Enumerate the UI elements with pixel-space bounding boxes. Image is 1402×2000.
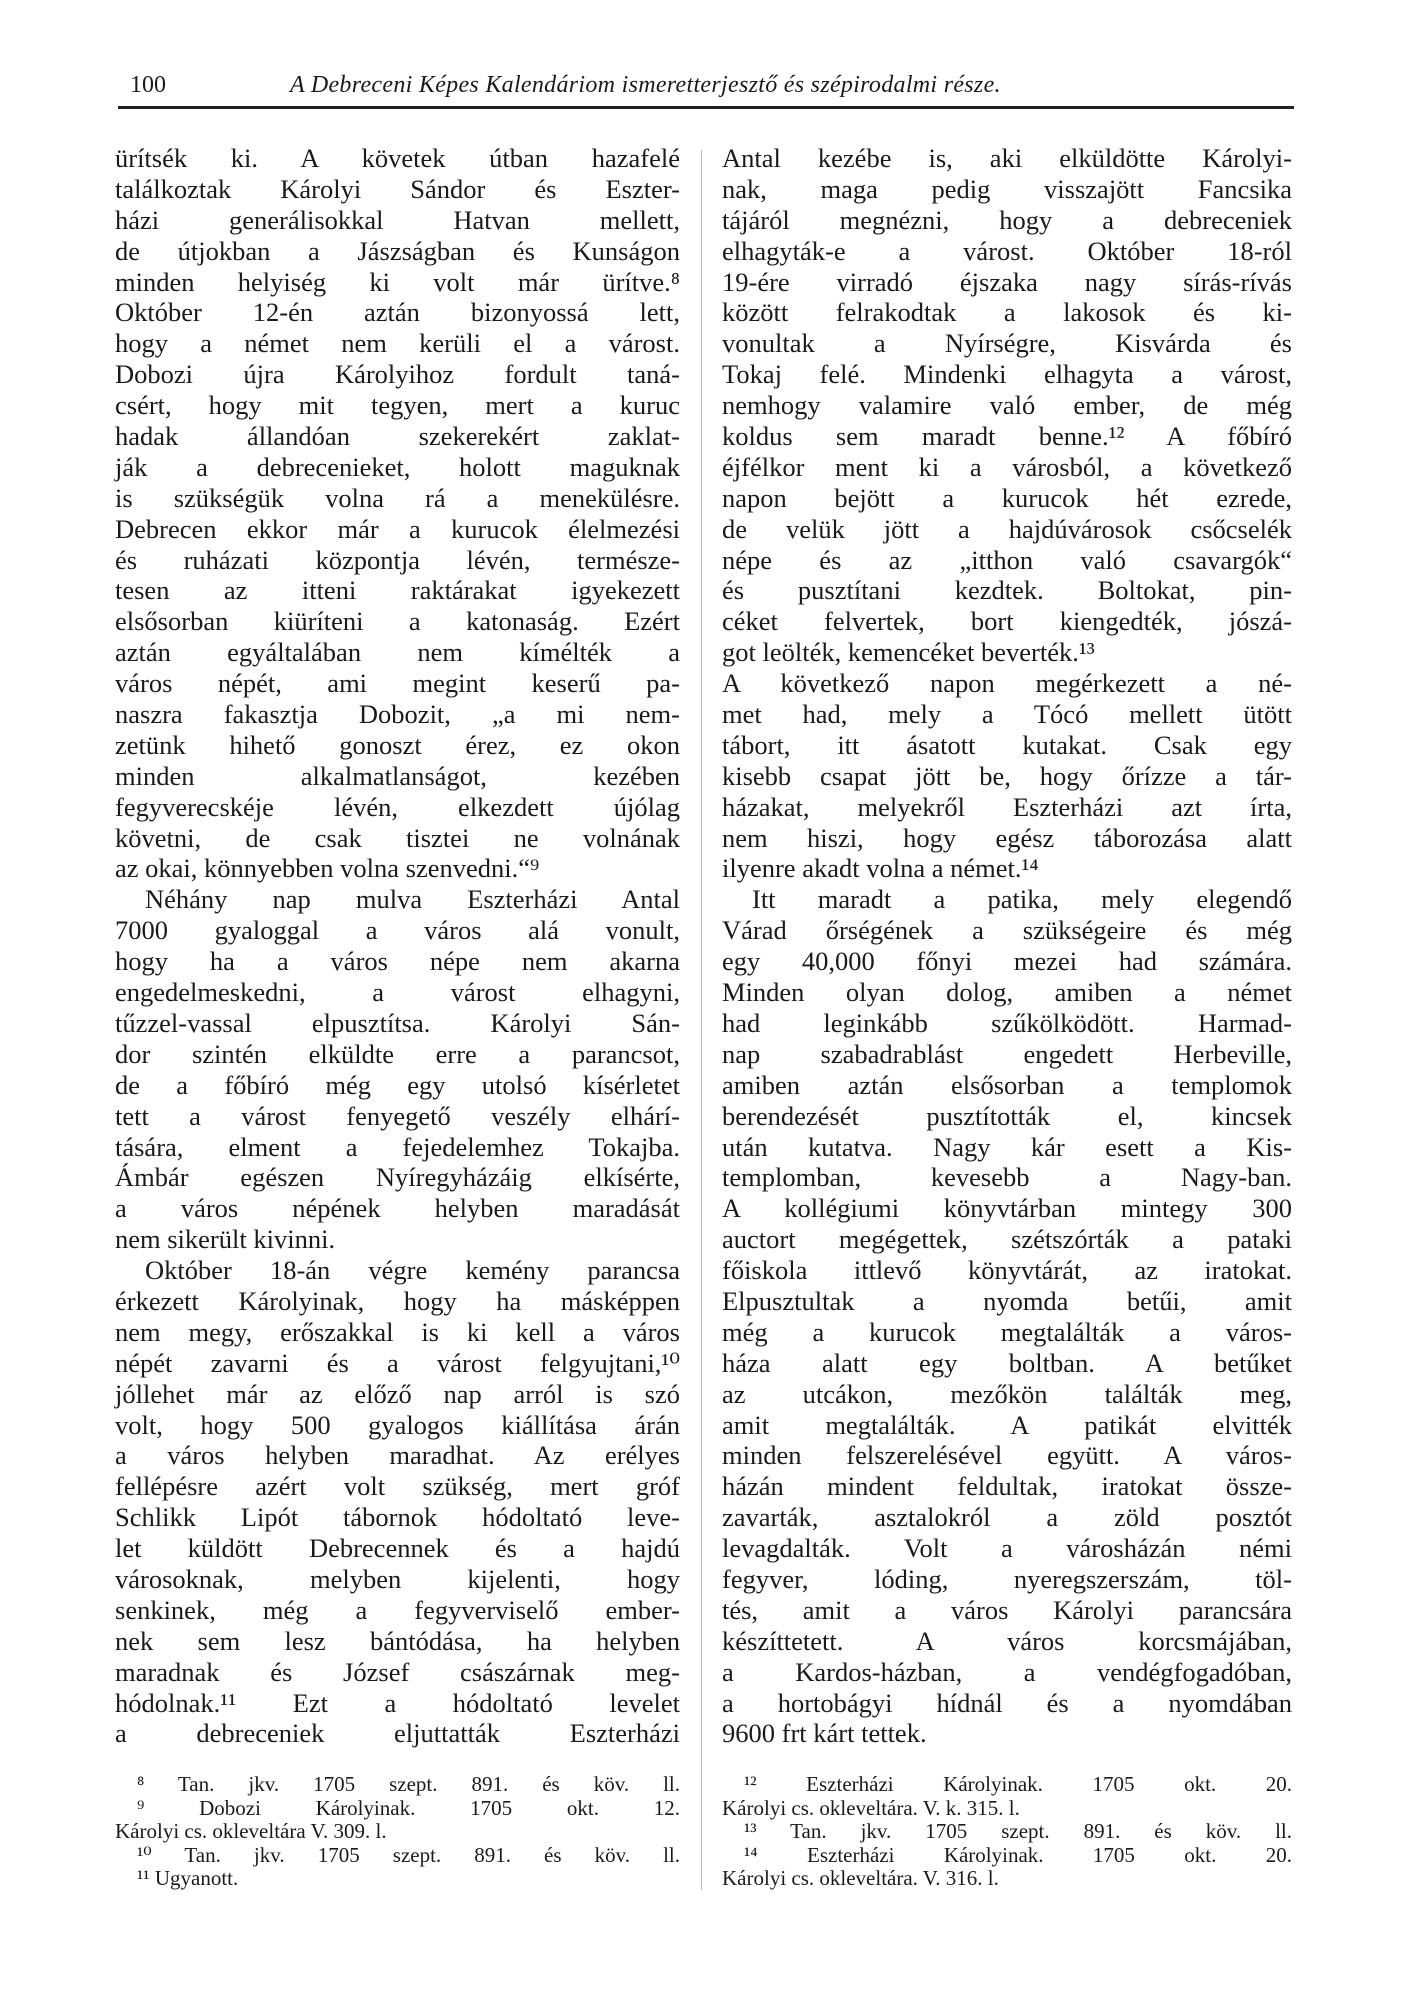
text-line: követni, de csak tisztei ne volnának (115, 822, 680, 853)
text-line: berendezését pusztították el, kincsek (722, 1100, 1292, 1131)
text-line: minden felszerelésével együtt. A város- (722, 1440, 1292, 1471)
text-line: város népét, ami megint keserű pa- (115, 668, 680, 699)
text-line: a Kardos-házban, a vendégfogadóban, (722, 1656, 1292, 1687)
text-line: hadak állandóan szekerekért zaklat- (115, 421, 680, 452)
right-column (722, 143, 1292, 1749)
text-line: nem sikerült kivinni. (115, 1224, 336, 1255)
text-line: céket felvertek, bort kiengedték, jószá- (722, 606, 1292, 637)
text-line: de a főbíró még egy utolsó kísérletet (115, 1069, 680, 1100)
text-line: népe és az „itthon való csavargók“ (722, 544, 1292, 575)
text-line: senkinek, még a fegyverviselő ember- (115, 1594, 680, 1625)
text-line: találkoztak Károlyi Sándor és Eszter- (115, 173, 680, 204)
text-line: 19-ére virradó éjszaka nagy sírás-rívás (722, 266, 1292, 297)
text-line: 7000 gyaloggal a város alá vonult, (115, 915, 680, 946)
text-line: nap szabadrablást engedett Herbeville, (722, 1038, 1292, 1069)
text-line: a debreceniek eljuttatták Eszterházi (115, 1718, 680, 1749)
text-line: Október 12-én aztán bizonyossá lett, (115, 297, 680, 328)
text-line: got leölték, kemencéket beverték.¹³ (722, 637, 1095, 668)
column-divider (701, 150, 702, 1890)
text-line: tására, elment a fejedelemhez Tokajba. (115, 1131, 680, 1162)
text-line: de útjokban a Jászságban és Kunságon (115, 235, 680, 266)
text-line: is szükségük volna rá a menekülésre. (115, 482, 680, 513)
text-line: Elpusztultak a nyomda betűi, amit (722, 1285, 1292, 1316)
text-line: az utcákon, mezőkön találták meg, (722, 1378, 1292, 1409)
text-line: Október 18-án végre kemény parancsa (145, 1255, 680, 1286)
text-line: a város népének helyben maradását (115, 1193, 680, 1224)
footnote-line: ¹¹ Ugyanott. (137, 1866, 239, 1890)
text-line: levagdalták. Volt a városházán némi (722, 1533, 1292, 1564)
text-line: háza alatt egy boltban. A betűket (722, 1347, 1292, 1378)
text-line: tés, amit a város Károlyi parancsára (722, 1594, 1292, 1625)
footnote-line: ⁹ Dobozi Károlyinak. 1705 okt. 12. (137, 1795, 680, 1820)
text-line: és ruházati központja lévén, természe- (115, 544, 680, 575)
header-rule (118, 106, 1294, 109)
text-line: Antal kezébe is, aki elküldötte Károlyi- (722, 143, 1292, 173)
footnote-line: Károlyi cs. okleveltára. V. k. 315. l. (722, 1795, 1020, 1820)
text-line: amiben aztán elsősorban a templomok (722, 1069, 1292, 1100)
running-title: A Debreceni Képes Kalendáriom ismeretterjesztő és szépirodalmi része. (290, 72, 1001, 98)
text-line: tesen az itteni raktárakat igyekezett (115, 575, 680, 606)
text-line: auctort megégettek, szétszórták a pataki (722, 1224, 1292, 1255)
text-line: Várad őrségének a szükségeire és még (722, 915, 1292, 946)
text-line: zetünk hihető gonoszt érez, ez okon (115, 729, 680, 760)
text-line: de velük jött a hajdúvárosok csőcselék (722, 513, 1292, 544)
text-line: naszra fakasztja Dobozit, „a mi nem- (115, 699, 680, 730)
text-line: minden alkalmatlanságot, kezében (115, 760, 680, 791)
text-line: nemhogy valamire való ember, de még (722, 390, 1292, 421)
text-line: Minden olyan dolog, amiben a német (722, 977, 1292, 1008)
text-line: az okai, könnyebben volna szenvedni.“⁹ (115, 853, 540, 884)
footnote-line: ¹⁴ Eszterházi Károlyinak. 1705 okt. 20. (744, 1842, 1292, 1867)
text-line: házán mindent feldultak, iratokat össze- (722, 1471, 1292, 1502)
text-line: had leginkább szűkölködött. Harmad- (722, 1007, 1292, 1038)
text-line: népét zavarni és a várost felgyujtani,¹⁰ (115, 1347, 680, 1378)
text-line: a hortobágyi hídnál és a nyomdában (722, 1687, 1292, 1718)
text-line: ilyenre akadt volna a német.¹⁴ (722, 853, 1039, 884)
footnote-line: ⁸ Tan. jkv. 1705 szept. 891. és köv. ll. (137, 1772, 680, 1796)
text-line: készíttetett. A város korcsmájában, (722, 1625, 1292, 1656)
text-line: vonultak a Nyírségre, Kisvárda és (722, 328, 1292, 359)
text-line: Dobozi újra Károlyihoz fordult taná- (115, 359, 680, 390)
text-line: tájáról megnézni, hogy a debreceniek (722, 204, 1292, 235)
text-line: tett a várost fenyegető veszély elhárí- (115, 1100, 680, 1131)
text-line: fegyverecskéje lévén, elkezdett újólag (115, 791, 680, 822)
text-line: nem hiszi, hogy egész táborozása alatt (722, 822, 1292, 853)
text-line: Tokaj felé. Mindenki elhagyta a várost, (722, 359, 1292, 390)
text-line: koldus sem maradt benne.¹² A főbíró (722, 421, 1292, 452)
page-header (118, 70, 1294, 104)
text-line: házi generálisokkal Hatvan mellett, (115, 204, 680, 235)
text-line: ják a debrecenieket, holott maguknak (115, 451, 680, 482)
text-line: még a kurucok megtalálták a város- (722, 1316, 1292, 1347)
text-line: hódolnak.¹¹ Ezt a hódoltató levelet (115, 1687, 680, 1718)
text-line: Néhány nap mulva Eszterházi Antal (145, 884, 680, 915)
text-line: zavarták, asztalokról a zöld posztót (722, 1502, 1292, 1533)
text-line: A következő napon megérkezett a né- (722, 668, 1292, 699)
text-line: hogy a német nem kerüli el a várost. (115, 328, 680, 359)
text-line: Debrecen ekkor már a kurucok élelmezési (115, 513, 680, 544)
text-line: templomban, kevesebb a Nagy-ban. (722, 1162, 1292, 1193)
text-line: let küldött Debrecennek és a hajdú (115, 1533, 680, 1564)
footnote-line: ¹² Eszterházi Károlyinak. 1705 okt. 20. (744, 1772, 1292, 1796)
text-line: Schlikk Lipót tábornok hódoltató leve- (115, 1502, 680, 1533)
text-line: volt, hogy 500 gyalogos kiállítása árán (115, 1409, 680, 1440)
footnote-line: Károlyi cs. okleveltára V. 309. l. (115, 1819, 387, 1843)
text-line: fellépésre azért volt szükség, mert gróf (115, 1471, 680, 1502)
text-line: között felrakodtak a lakosok és ki- (722, 297, 1292, 328)
footnote-line: ¹³ Tan. jkv. 1705 szept. 891. és köv. ll. (744, 1819, 1292, 1843)
text-line: Ámbár egészen Nyíregyházáig elkísérte, (115, 1162, 680, 1193)
text-line: ürítsék ki. A követek útban hazafelé (115, 143, 680, 173)
text-line: hogy ha a város népe nem akarna (115, 946, 680, 977)
text-line: tűzzel-vassal elpusztítsa. Károlyi Sán- (115, 1007, 680, 1038)
text-line: házakat, melyekről Eszterházi azt írta, (722, 791, 1292, 822)
text-line: főiskola ittlevő könyvtárát, az iratokat. (722, 1255, 1292, 1286)
text-line: elsősorban kiüríteni a katonaság. Ezért (115, 606, 680, 637)
text-line: met had, mely a Tócó mellett ütött (722, 699, 1292, 730)
page-number: 100 (130, 72, 166, 98)
text-line: tábort, itt ásatott kutakat. Csak egy (722, 729, 1292, 760)
left-column (115, 143, 680, 1749)
text-line: csért, hogy mit tegyen, mert a kuruc (115, 390, 680, 421)
text-line: dor szintén elküldte erre a parancsot, (115, 1038, 680, 1069)
text-line: minden helyiség ki volt már ürítve.⁸ (115, 266, 680, 297)
footnote-line: ¹⁰ Tan. jkv. 1705 szept. 891. és köv. ll. (137, 1842, 680, 1867)
text-line: érkezett Károlyinak, hogy ha másképpen (115, 1285, 680, 1316)
text-line: és pusztítani kezdtek. Boltokat, pin- (722, 575, 1292, 606)
text-line: fegyver, lóding, nyeregszerszám, töl- (722, 1563, 1292, 1594)
text-line: a város helyben maradhat. Az erélyes (115, 1440, 680, 1471)
left-footnotes (115, 1773, 680, 1891)
text-line: éjfélkor ment ki a városból, a következő (722, 451, 1292, 482)
text-line: jóllehet már az előző nap arról is szó (115, 1378, 680, 1409)
text-line: után kutatva. Nagy kár esett a Kis- (722, 1131, 1292, 1162)
text-line: Itt maradt a patika, mely elegendő (752, 884, 1292, 915)
text-line: nem megy, erőszakkal is ki kell a város (115, 1316, 680, 1347)
text-line: kisebb csapat jött be, hogy őrízze a tár- (722, 760, 1292, 791)
text-line: nek sem lesz bántódása, ha helyben (115, 1625, 680, 1656)
text-line: nak, maga pedig visszajött Fancsika (722, 173, 1292, 204)
footnote-line: Károlyi cs. okleveltára. V. 316. l. (722, 1866, 999, 1890)
right-footnotes (722, 1773, 1292, 1891)
text-line: A kollégiumi könyvtárban mintegy 300 (722, 1193, 1292, 1224)
text-line: egy 40,000 főnyi mezei had számára. (722, 946, 1292, 977)
text-line: aztán egyáltalában nem kímélték a (115, 637, 680, 668)
text-line: elhagyták-e a várost. Október 18-ról (722, 235, 1292, 266)
text-line: városoknak, melyben kijelenti, hogy (115, 1563, 680, 1594)
text-line: napon bejött a kurucok hét ezrede, (722, 482, 1292, 513)
text-line: engedelmeskedni, a várost elhagyni, (115, 977, 680, 1008)
text-line: amit megtalálták. A patikát elvitték (722, 1409, 1292, 1440)
text-line: 9600 frt kárt tettek. (722, 1718, 927, 1749)
text-line: maradnak és József császárnak meg- (115, 1656, 680, 1687)
